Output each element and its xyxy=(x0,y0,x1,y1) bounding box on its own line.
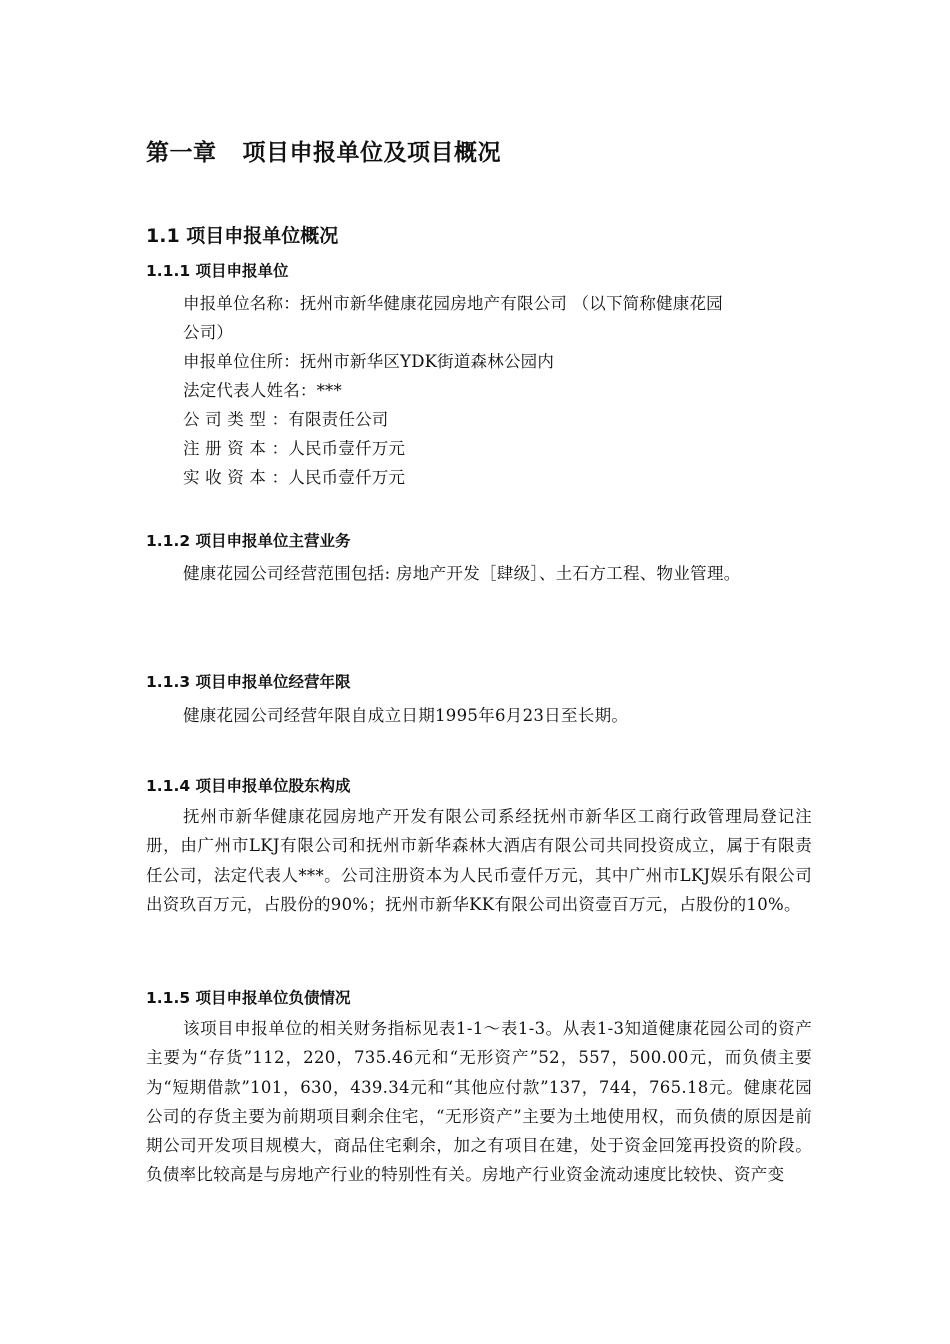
subsection-heading-1-1-1: 1.1.1 项目申报单位 xyxy=(146,262,289,280)
company-type-line: 公 司 类 型 ：有限责任公司 xyxy=(183,410,389,429)
legal-representative-line: 法定代表人姓名：*** xyxy=(183,381,342,400)
chapter-title xyxy=(146,134,501,167)
operating-term-paragraph: 健康花园公司经营年限自成立日期1995年6月23日至长期。 xyxy=(183,706,629,725)
paid-in-capital-line: 实 收 资 本 ：人民币壹仟万元 xyxy=(183,468,406,487)
section-heading-1-1: 1.1 项目申报单位概况 xyxy=(146,225,339,247)
company-address-line: 申报单位住所：抚州市新华区YDK街道森林公园内 xyxy=(183,352,555,371)
shareholders-paragraph: 抚州市新华健康花园房地产开发有限公司系经抚州市新华区工商行政管理局登记注册，由广州市LKJ有限公司和抚州市新华森林大酒店有限公司共同投资成立，属于有限责任公司，法定代表人***。公司注册资本为人民币壹仟万元，其中广州市LKJ娱乐有限公司出资玖百万元，占股份的90%；抚州市新华KK有限公司出资壹百万元，占股份的10%。 xyxy=(146,807,812,914)
business-scope-paragraph: 健康花园公司经营范围包括: 房地产开发［肆级］、土石方工程、物业管理。 xyxy=(183,564,741,583)
subsection-heading-1-1-5: 1.1.5 项目申报单位负债情况 xyxy=(146,989,351,1007)
chapter-name: 项目申报单位及项目概况 xyxy=(242,140,501,166)
subsection-heading-1-1-2: 1.1.2 项目申报单位主营业务 xyxy=(146,532,351,550)
subsection-heading-1-1-3: 1.1.3 项目申报单位经营年限 xyxy=(146,673,351,691)
liabilities-paragraph: 该项目申报单位的相关财务指标见表1-1～表1-3。从表1-3知道健康花园公司的资产主要为“存货”112，220，735.46元和“无形资产”52，557，500.00元，而负债主要为“短期借款”101，630，439.34元和“其他应付款”137，744，765.18元。健康花园公司的存货主要为前期项目剩余住宅，“无形资产”主要为土地使用权，而负债的原因是前期公司开发项目规模大，商品住宅剩余，加之有项目在建，处于资金回笼再投资的阶段。负债率比较高是与房地产行业的特别性有关。房地产行业资金流动速度比较快、资产变 xyxy=(146,1019,812,1185)
subsection-heading-1-1-4: 1.1.4 项目申报单位股东构成 xyxy=(146,777,351,795)
company-name-line: 申报单位名称：抚州市新华健康花园房地产有限公司 （以下简称健康花园 xyxy=(183,294,723,313)
company-name-line-cont: 公司） xyxy=(183,323,234,342)
chapter-number: 第一章 xyxy=(146,140,217,166)
registered-capital-line: 注 册 资 本 ：人民币壹仟万元 xyxy=(183,439,406,458)
